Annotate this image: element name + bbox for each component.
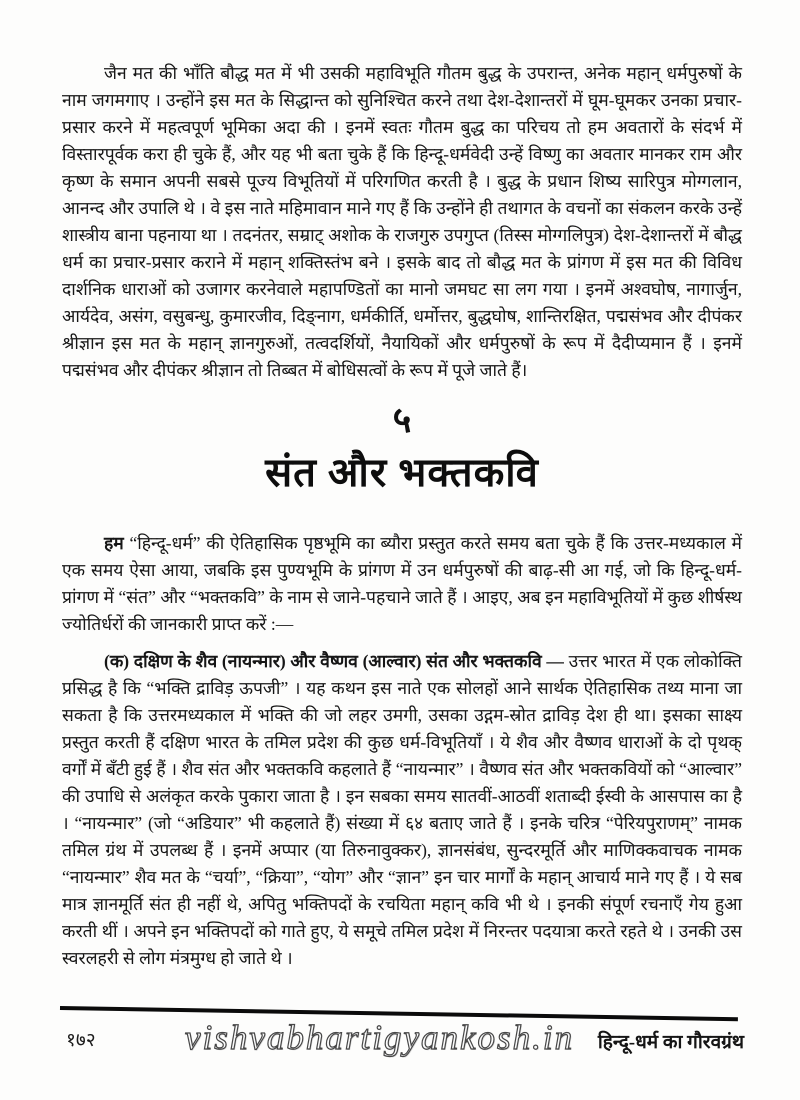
section-paragraph-lead: हम	[104, 533, 124, 553]
chapter-number: ५	[392, 400, 412, 440]
page-number: १७२	[66, 1030, 96, 1051]
chapter-title: संत और भक्तकवि	[265, 450, 539, 495]
section-intro-paragraph	[62, 530, 742, 638]
section-paragraph-text: “हिन्दू-धर्म” की ऐतिहासिक पृष्ठभूमि का ब्यौरा प्रस्तुत करते समय बता चुके हैं कि उत्तर-मध्यकाल में एक समय ऐसा आया, जबकि इस पुण्यभूमि के प्रांगण में उन धर्मपुरुषों की बाढ़-सी आ गई, जो कि हिन्दू-धर्म-प्रांगण में “संत” और “भक्तकवि” के नाम से जाने-पहचाने जाते हैं । आइए, अब इन महाविभूतियों में कुछ शीर्षस्थ ज्योतिर्धरों की जानकारी प्राप्त करें :—	[62, 533, 742, 634]
book-title-footer: हिन्दू-धर्म का गौरवग्रंथ	[597, 1032, 744, 1053]
watermark-text: vishvabhartigyankosh.in	[185, 1018, 575, 1057]
page-content	[62, 60, 742, 972]
ka-paragraph-text: उत्तर भारत में एक लोकोक्ति प्रसिद्ध है कि “भक्ति द्राविड़ ऊपजी” । यह कथन इस नाते एक सोलहों आने सार्थक ऐतिहासिक तथ्य माना जा सकता है कि उत्तरमध्यकाल में भक्ति की जो लहर उमगी, उसका उद्गम-स्रोत द्राविड़ देश ही था। इसका साक्ष्य प्रस्तुत करती हैं दक्षिण भारत के तमिल प्रदेश की कुछ धर्म-विभूतियाँ । ये शैव और वैष्णव धाराओं के दो पृथक् वर्गों में बँटी हुई हैं । शैव संत और भक्तकवि कहलाते हैं “नायन्मार” । वैष्णव संत और भक्तकवियों को “आल्वार” की उपाधि से अलंकृत करके पुकारा जाता है । इन सबका समय सातवीं-आठवीं शताब्दी ईस्वी के आसपास का है । “नायन्मार” (जो “अडियार” भी कहलाते हैं) संख्या में ६४ बताए जाते हैं । इनके चरित्र “पेरियपुराणम्” नामक तमिल ग्रंथ में उपलब्ध हैं । इनमें अप्पार (या तिरुनावुक्कर), ज्ञानसंबंध, सुन्दरमूर्ति और माणिक्कवाचक नामक “नायन्मार” शैव मत के “चर्या”, “क्रिया”, “योग” और “ज्ञान” इन चार मार्गों के महान् आचार्य माने गए हैं । ये सब मात्र ज्ञानमूर्ति संत ही नहीं थे, अपितु भक्तिपदों के रचयिता महान् कवि भी थे । इनकी संपूर्ण रचनाएँ गेय हुआ करती थीं । अपने इन भक्तिपदों को गाते हुए, ये समूचे तमिल प्रदेश में निरन्तर पदयात्रा करते रहते थे । उनकी उस स्वरलहरी से लोग मंत्रमुग्ध हो जाते थे ।	[62, 651, 742, 968]
intro-paragraph: जैन मत की भाँति बौद्ध मत में भी उसकी महाविभूति गौतम बुद्ध के उपरान्त, अनेक महान् धर्मपुरुषों के नाम जगमगाए । उन्होंने इस मत के सिद्धान्त को सुनिश्चित करने तथा देश-देशान्तरों में घूम-घूमकर उनका प्रचार-प्रसार करने में महत्वपूर्ण भूमिका अदा की । इनमें स्वतः गौतम बुद्ध का परिचय तो हम अवतारों के संदर्भ में विस्तारपूर्वक करा ही चुके हैं, और यह भी बता चुके हैं कि हिन्दू-धर्मवेदी उन्हें विष्णु का अवतार मानकर राम और कृष्ण के समान अपनी सबसे पूज्य विभूतियों में परिगणित करती है । बुद्ध के प्रधान शिष्य सारिपुत्र मोग्गलान, आनन्द और उपालि थे । वे इस नाते महिमावान माने गए हैं कि उन्होंने ही तथागत के वचनों का संकलन करके उन्हें शास्त्रीय बाना पहनाया था । तदनंतर, सम्राट् अशोक के राजगुरु उपगुप्त (तिस्स मोग्गलिपुत्र) देश-देशान्तरों में बौद्ध धर्म का प्रचार-प्रसार कराने में महान् शक्तिस्तंभ बने । इसके बाद तो बौद्ध मत के प्रांगण में इस मत की विविध दार्शनिक धाराओं को उजागर करनेवाले महापण्डितों का मानो जमघट सा लग गया । इनमें अश्वघोष, नागार्जुन, आर्यदेव, असंग, वसुबन्धु, कुमारजीव, दिङ्नाग, धर्मकीर्ति, धर्मोत्तर, बुद्धघोष, शान्तिरक्षित, पद्मसंभव और दीपंकर श्रीज्ञान इस मत के महान् ज्ञानगुरुओं, तत्वदर्शियों, नैयायिकों और धर्मपुरुषों के रूप में दैदीप्यमान हैं । इनमें पद्मसंभव और दीपंकर श्रीज्ञान तो तिब्बत में बोधिसत्वों के रूप में पूजे जाते हैं।	[62, 63, 742, 380]
ka-paragraph-lead: (क) दक्षिण के शैव (नायन्मार) और वैष्णव (आल्वार) संत और भक्तकवि —	[104, 651, 564, 671]
ka-paragraph	[62, 648, 742, 972]
